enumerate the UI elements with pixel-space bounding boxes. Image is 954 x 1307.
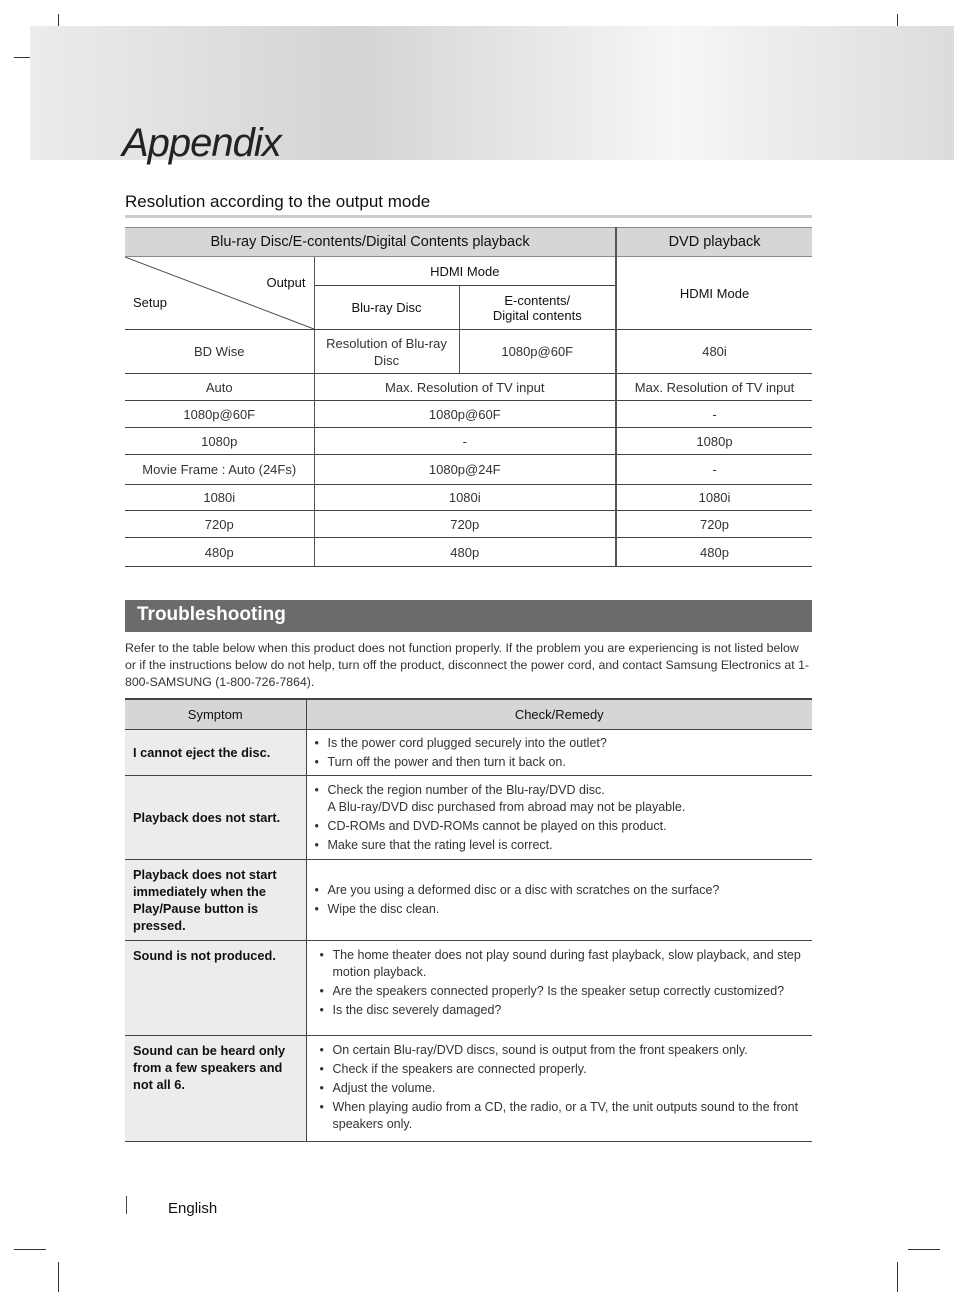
dvd-cell: Max. Resolution of TV input [616,374,812,401]
table-row [125,374,812,401]
symptom-cell: I cannot eject the disc. [125,730,306,776]
table-row [125,401,812,428]
crop-mark [58,1262,59,1292]
table-row [125,485,812,511]
hdmi-cell: Max. Resolution of TV input [314,374,616,401]
hdmi-cell: 1080p@24F [314,455,616,485]
remedy-item: • Are you using a deformed disc or a disc with scratches on the surface? [328,882,812,899]
setup-cell: 480p [125,538,314,567]
hdmi-cell: 480p [314,538,616,567]
table-row [125,428,812,455]
table-row [125,1036,812,1142]
troubleshooting-table [125,698,812,1142]
remedy-cell [306,730,812,776]
symptom-cell: Sound is not produced. [125,941,306,1036]
symptom-cell: Playback does not start. [125,776,306,860]
remedy-item: • CD-ROMs and DVD-ROMs cannot be played on this product. [328,818,812,835]
table-row [125,455,812,485]
col-econtents-line2: Digital contents [492,307,582,323]
hdmi-cell: - [314,428,616,455]
setup-cell: 720p [125,511,314,538]
table-row [125,730,812,776]
remedy-item: • Make sure that the rating level is correct. [328,837,812,854]
dvd-cell: 1080p [616,428,812,455]
troubleshooting-intro: Refer to the table below when this product does not function properly. If the problem you are experiencing is not listed below or if the instructions below do not help, turn off the product, disconnect the power cord, and contact Samsung Electronics at 1-800-SAMSUNG (1-800-726-7864). [125,641,810,689]
footer-divider [126,1196,127,1214]
remedy-item: • Turn off the power and then turn it back on. [328,754,812,771]
remedy-item: • Adjust the volume. [333,1080,812,1097]
dvd-cell: - [616,455,812,485]
remedy-item: • Check if the speakers are connected properly. [333,1061,812,1078]
remedy-item: • Check the region number of the Blu-ray/DVD disc. A Blu-ray/DVD disc purchased from abroad may not be playable. [328,782,812,816]
dvd-cell: 480p [616,538,812,567]
symptom-cell: Sound can be heard only from a few speakers and not all 6. [125,1036,306,1142]
crop-mark [897,1262,898,1292]
diagonal-header-cell [125,257,314,330]
table-row [125,941,812,1036]
header-bluray-playback: Blu-ray Disc/E-contents/Digital Contents playback [125,228,616,257]
setup-cell: Auto [125,374,314,401]
remedy-cell [306,776,812,860]
remedy-cell [306,941,812,1036]
troubleshooting-header-bar [125,600,812,632]
setup-cell: 1080i [125,485,314,511]
dvd-cell: 1080i [616,485,812,511]
dvd-cell: 720p [616,511,812,538]
dvd-hdmi-mode-header: HDMI Mode [616,257,812,330]
diag-output-label: Output [266,275,306,290]
troubleshooting-heading: Troubleshooting [137,604,286,625]
setup-cell: BD Wise [125,330,314,374]
page-title: Appendix [122,121,281,165]
remedy-column-header: Check/Remedy [306,699,812,730]
col-econtents-line1: E-contents/ [504,292,571,308]
setup-cell: 1080p [125,428,314,455]
heading-rule [125,215,812,218]
col-bluray-disc: Blu-ray Disc [314,286,459,330]
hdmi-mode-header: HDMI Mode [314,257,616,286]
table-row [125,330,812,374]
symptom-column-header: Symptom [125,699,306,730]
header-dvd-playback: DVD playback [616,228,812,257]
dvd-cell: - [616,401,812,428]
table-row [125,860,812,941]
remedy-item: • Are the speakers connected properly? Is the speaker setup correctly customized? [333,983,812,1000]
remedy-cell [306,1036,812,1142]
hdmi-cell: 1080i [314,485,616,511]
table-row [125,538,812,567]
remedy-item: • When playing audio from a CD, the radio, or a TV, the unit outputs sound to the front speakers only. [333,1099,812,1133]
resolution-heading: Resolution according to the output mode [125,192,431,211]
remedy-item: • Is the power cord plugged securely into the outlet? [328,735,812,752]
dvd-cell: 480i [616,330,812,374]
table-row [125,776,812,860]
symptom-cell: Playback does not start immediately when the Play/Pause button is pressed. [125,860,306,941]
bluray-cell: Resolution of Blu-ray Disc [314,330,459,374]
setup-cell: Movie Frame : Auto (24Fs) [125,455,314,485]
setup-cell: 1080p@60F [125,401,314,428]
diagonal-line [125,257,314,329]
econtents-cell: 1080p@60F [459,330,616,374]
crop-mark [908,1249,940,1250]
table-row [125,511,812,538]
footer-language: English [168,1200,218,1217]
remedy-item: • Wipe the disc clean. [328,901,812,918]
hdmi-cell: 720p [314,511,616,538]
crop-mark [14,1249,46,1250]
remedy-item: • The home theater does not play sound during fast playback, slow playback, and step motion playback. [333,947,812,981]
remedy-item: • On certain Blu-ray/DVD discs, sound is output from the front speakers only. [333,1042,812,1059]
hdmi-cell: 1080p@60F [314,401,616,428]
remedy-item: • Is the disc severely damaged? [333,1002,812,1019]
resolution-table [125,227,812,567]
remedy-cell [306,860,812,941]
col-econtents [459,286,616,330]
diag-setup-label: Setup [133,295,167,310]
